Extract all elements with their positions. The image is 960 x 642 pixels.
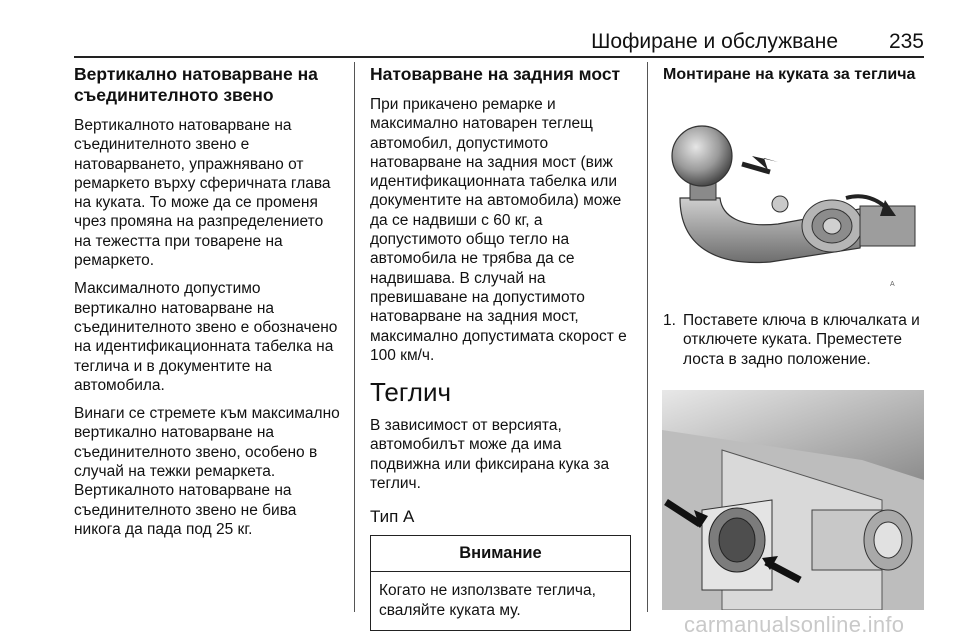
step-number: 1. [663, 312, 676, 329]
header-rule [74, 56, 924, 58]
chapter-title: Шофиране и обслужване [591, 30, 838, 53]
section-heading-coupling-load: Вертикално натоварване на съединителното звено [74, 64, 318, 105]
column-2 [370, 64, 632, 631]
step-text: Поставете ключа в ключалката и отключете куката. Преместете лоста в задно положение. [683, 312, 920, 368]
section-heading-mount-hook: Монтиране на куката за теглича [663, 66, 916, 83]
paragraph: В зависимост от версията, автомобилът може да има подвижна или фиксирана кука за теглич. [370, 417, 610, 493]
instruction-steps [663, 311, 925, 369]
socket-drawing [662, 390, 924, 610]
paragraph: Вертикалното натоварване на съединителното звено е натоварването, упражнявано от ремаркето върху сферичната глава на куката. То може да се променя чрез промяна на разпределението на тежестта при товарене на ремаркето. [74, 117, 331, 270]
column-3 [663, 64, 925, 95]
watermark: carmanualsonline.info [684, 612, 905, 637]
caution-text: Когато не използвате теглича, сваляйте куката му. [379, 582, 596, 619]
hook-socket-illustration [662, 390, 924, 610]
section-title-tow-bar: Теглич [370, 377, 452, 408]
column-divider [647, 62, 648, 612]
steps-list [663, 311, 925, 369]
caution-box [370, 535, 631, 631]
step-1 [663, 311, 925, 369]
page-number: 235 [888, 30, 924, 53]
paragraph: Винаги се стремете към максимално вертикално натоварване на съединителното звено, особено в случай на тежки ремаркета. Вертикалното натоварване на съединителното звено не бива никога да пада под 25 кг. [74, 405, 340, 538]
tow-hook-illustration [660, 116, 922, 291]
paragraph: Максималното допустимо вертикално натоварване на съединителното звено е обозначено на идентификационната табелка на теглича и в документите на автомобила. [74, 280, 338, 394]
page-header [74, 24, 924, 60]
paragraph: При прикачено ремарке и максимално натоварен теглещ автомобил, допустимото натоварване на задния мост (виж идентификационната табелка или документите на автомобила) може да се надвиши с 60 кг, а допустимото общо тегло на автомобила не трябва да се надвишава. В случай на превишаване на допустимото натоварване на задния мост, максимално допустимата скорост е 100 км/ч. [370, 96, 627, 364]
section-heading-rear-axle: Натоварване на задния мост [370, 64, 621, 84]
tow-hook-drawing [660, 116, 922, 291]
caution-title: Внимание [371, 536, 630, 572]
column-divider [354, 62, 355, 612]
svg-text:A: A [890, 281, 895, 288]
column-1 [74, 64, 340, 548]
subheading-type-a: Тип А [370, 507, 415, 527]
